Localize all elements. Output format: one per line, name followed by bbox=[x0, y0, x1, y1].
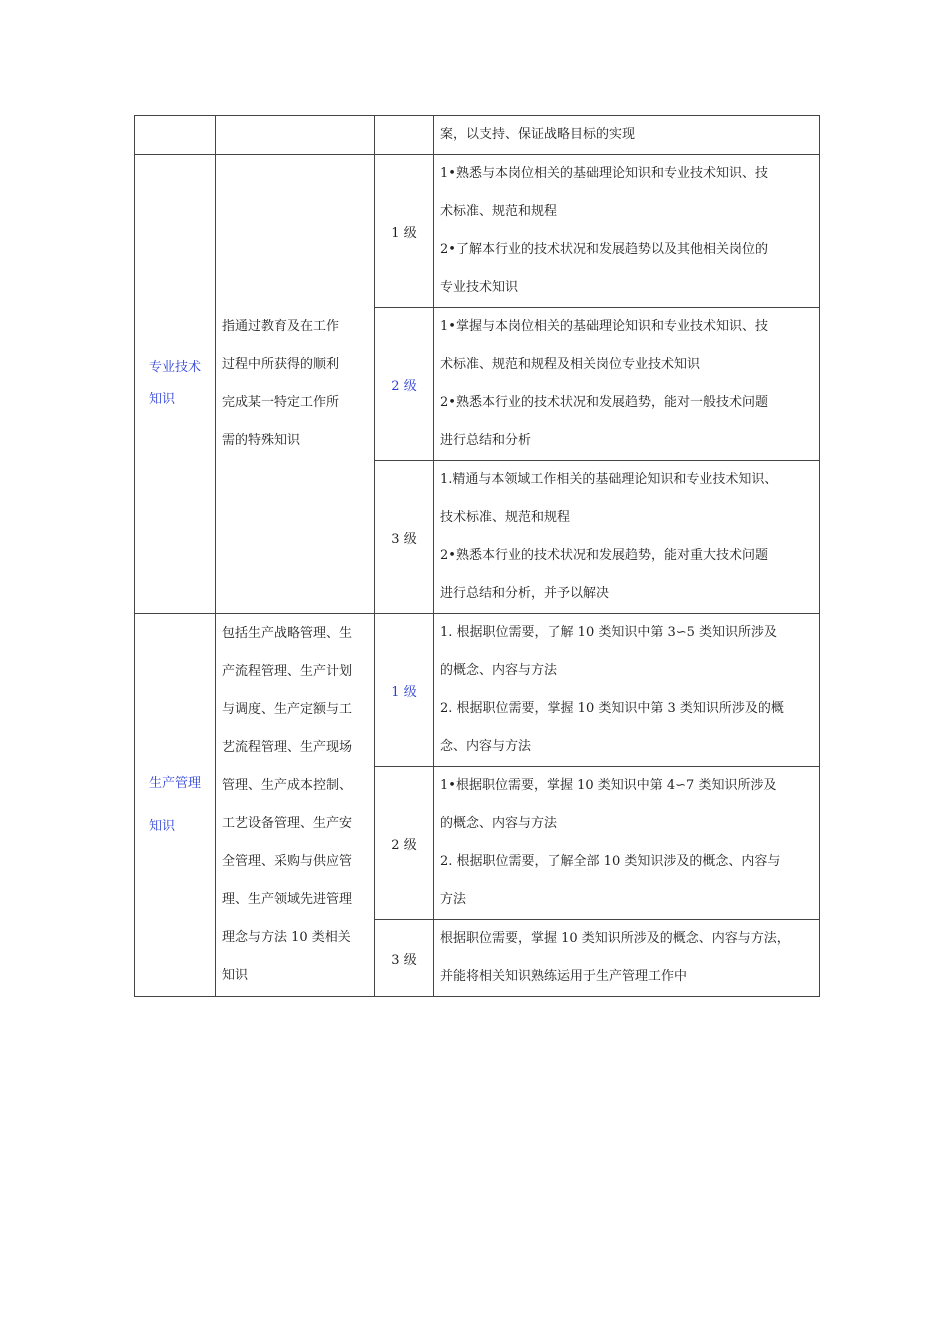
description-line: 理念与方法 10 类相关 bbox=[222, 930, 351, 945]
description-line: 与调度、生产定额与工 bbox=[222, 702, 353, 717]
category-label: 知识 bbox=[149, 819, 176, 834]
detail-line: 2. 根据职位需要，了解全部 10 类知识涉及的概念、内容与 bbox=[440, 854, 781, 869]
detail-line: 2•熟悉本行业的技术状况和发展趋势，能对一般技术问题 bbox=[440, 395, 768, 410]
level-cell: 3 级 bbox=[375, 461, 434, 614]
detail-cell bbox=[434, 767, 820, 920]
detail-line: 的概念、内容与方法 bbox=[440, 663, 558, 678]
detail-line: 1•熟悉与本岗位相关的基础理论知识和专业技术知识、技 bbox=[440, 166, 768, 181]
level-cell: 1 级 bbox=[375, 155, 434, 308]
detail-line: 2•了解本行业的技术状况和发展趋势以及其他相关岗位的 bbox=[440, 242, 768, 257]
detail-line: 1.精通与本领域工作相关的基础理论知识和专业技术知识、 bbox=[440, 472, 778, 487]
detail-cell bbox=[434, 461, 820, 614]
detail-line: 进行总结和分析，并予以解决 bbox=[440, 586, 610, 601]
detail-line: 进行总结和分析 bbox=[440, 433, 532, 448]
detail-line: 技术标准、规范和规程 bbox=[440, 510, 571, 525]
empty-cell bbox=[375, 116, 434, 155]
empty-cell bbox=[216, 116, 375, 155]
detail-cell bbox=[434, 116, 820, 155]
level-cell[interactable]: 2 级 bbox=[375, 308, 434, 461]
detail-line: 2. 根据职位需要，掌握 10 类知识中第 3 类知识所涉及的概 bbox=[440, 701, 784, 716]
description-cell bbox=[216, 155, 375, 614]
category-cell bbox=[135, 614, 216, 997]
empty-cell bbox=[135, 116, 216, 155]
detail-line: 根据职位需要，掌握 10 类知识所涉及的概念、内容与方法， bbox=[440, 931, 790, 946]
description-line: 全管理、采购与供应管 bbox=[222, 854, 353, 869]
category-label: 生产管理 bbox=[149, 776, 202, 791]
level-cell: 3 级 bbox=[375, 920, 434, 997]
description-line: 产流程管理、生产计划 bbox=[222, 664, 353, 679]
detail-line: 念、内容与方法 bbox=[440, 739, 532, 754]
description-line: 艺流程管理、生产现场 bbox=[222, 740, 353, 755]
table-row bbox=[135, 614, 820, 767]
category-label: 专业技术 bbox=[149, 360, 202, 375]
detail-cell bbox=[434, 920, 820, 997]
detail-line: 并能将相关知识熟练运用于生产管理工作中 bbox=[440, 969, 688, 984]
competency-table bbox=[134, 115, 820, 997]
detail-cell bbox=[434, 155, 820, 308]
detail-line: 2•熟悉本行业的技术状况和发展趋势，能对重大技术问题 bbox=[440, 548, 768, 563]
description-line: 完成某一特定工作所 bbox=[222, 395, 340, 410]
detail-line: 术标准、规范和规程 bbox=[440, 204, 558, 219]
detail-line: 1•根据职位需要，掌握 10 类知识中第 4∽7 类知识所涉及 bbox=[440, 778, 777, 793]
description-cell bbox=[216, 614, 375, 997]
table-row bbox=[135, 155, 820, 308]
table-row bbox=[135, 116, 820, 155]
level-cell[interactable]: 1 级 bbox=[375, 614, 434, 767]
detail-line: 术标准、规范和规程及相关岗位专业技术知识 bbox=[440, 357, 701, 372]
description-line: 指通过教育及在工作 bbox=[222, 319, 340, 334]
level-cell: 2 级 bbox=[375, 767, 434, 920]
detail-cell bbox=[434, 614, 820, 767]
detail-cell bbox=[434, 308, 820, 461]
detail-line: 案，以支持、保证战略目标的实现 bbox=[440, 127, 636, 142]
description-line: 理、生产领域先进管理 bbox=[222, 892, 353, 907]
description-line: 工艺设备管理、生产安 bbox=[222, 816, 353, 831]
description-line: 需的特殊知识 bbox=[222, 433, 301, 448]
category-label: 知识 bbox=[149, 392, 176, 407]
category-cell bbox=[135, 155, 216, 614]
detail-line: 方法 bbox=[440, 892, 467, 907]
description-line: 包括生产战略管理、生 bbox=[222, 626, 353, 641]
description-line: 知识 bbox=[222, 968, 249, 983]
detail-line: 1. 根据职位需要，了解 10 类知识中第 3∽5 类知识所涉及 bbox=[440, 625, 778, 640]
detail-line: 专业技术知识 bbox=[440, 280, 519, 295]
description-line: 管理、生产成本控制、 bbox=[222, 778, 353, 793]
detail-line: 的概念、内容与方法 bbox=[440, 816, 558, 831]
detail-line: 1•掌握与本岗位相关的基础理论知识和专业技术知识、技 bbox=[440, 319, 768, 334]
description-line: 过程中所获得的顺利 bbox=[222, 357, 340, 372]
